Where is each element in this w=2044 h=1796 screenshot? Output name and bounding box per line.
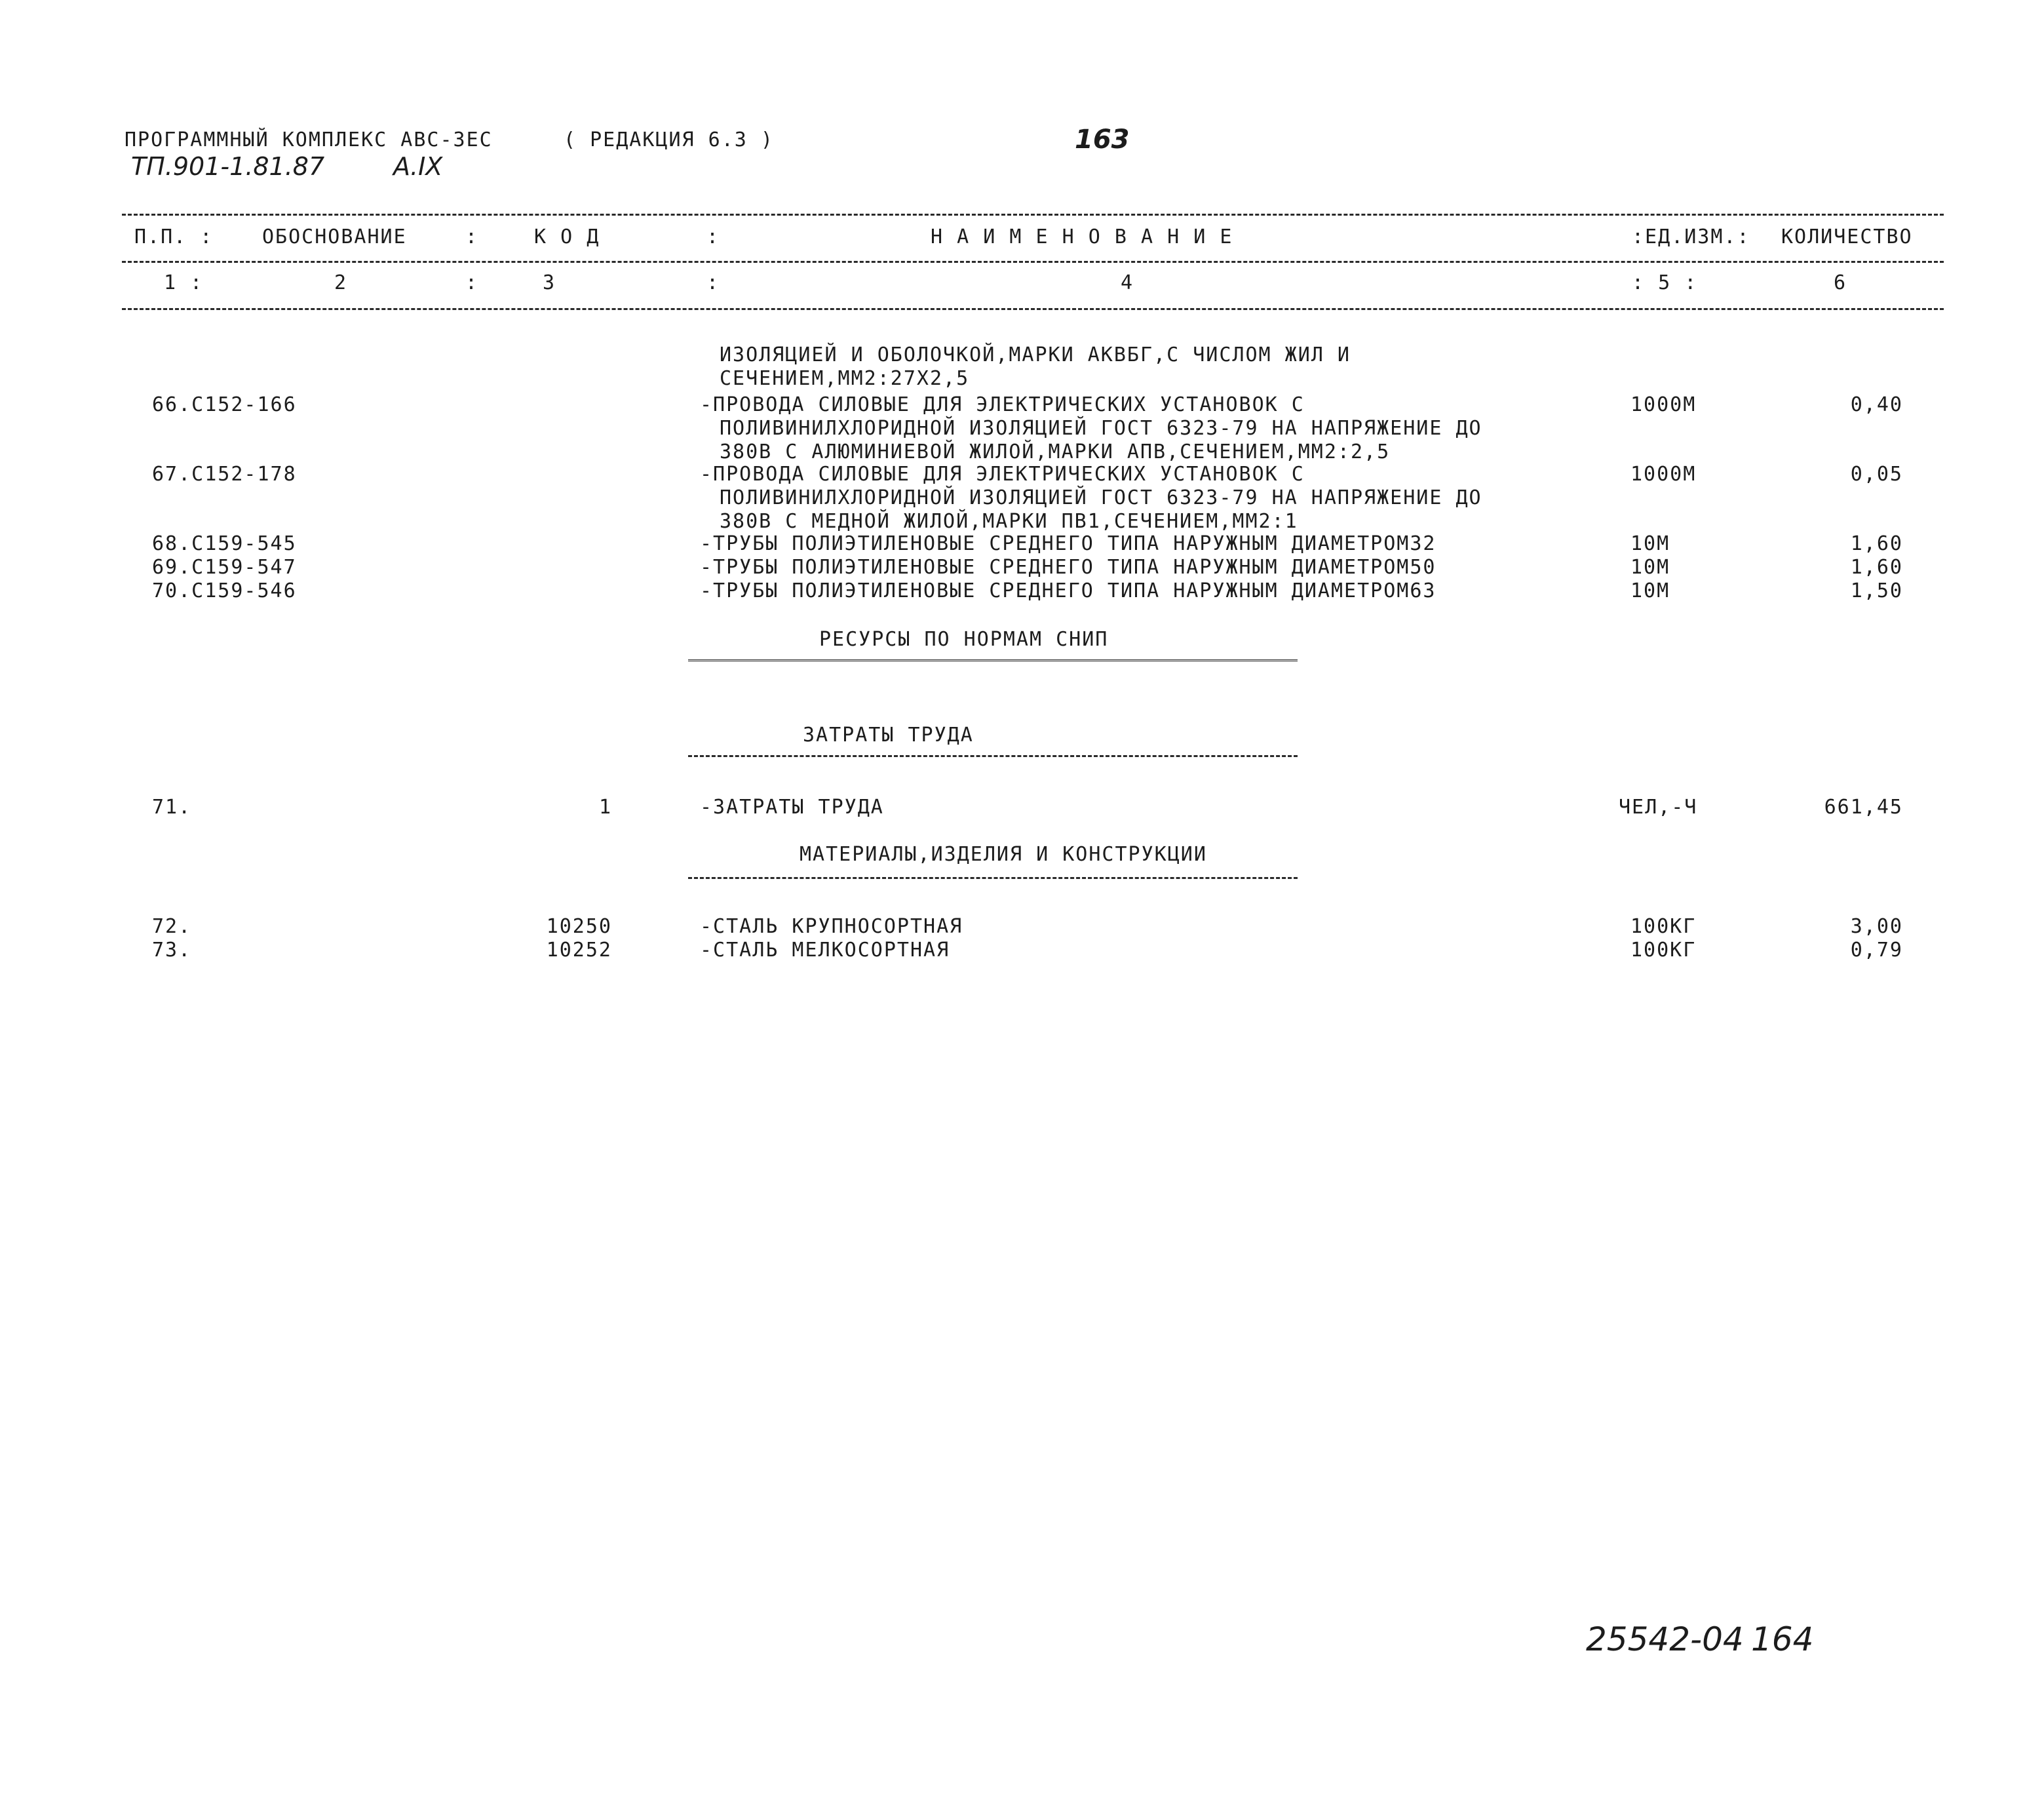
row-quantity: 0,05 <box>1850 463 1903 486</box>
col-num-sep: : <box>465 271 479 294</box>
sheet-number: 164 <box>1751 1620 1814 1658</box>
col-title-quantity: КОЛИЧЕСТВО <box>1781 225 1913 248</box>
row-number: 71. <box>152 796 192 819</box>
row-quantity: 0,79 <box>1850 939 1903 962</box>
row-unit: 1000М <box>1630 393 1697 416</box>
section-underline <box>688 755 1298 757</box>
row-number: 66.С152-166 <box>152 393 297 416</box>
col-title-unit: :ЕД.ИЗМ.: <box>1632 225 1750 248</box>
continuation-line: СЕЧЕНИЕМ,ММ2:27Х2,5 <box>720 367 970 390</box>
row-number: 68.С159-545 <box>152 532 297 555</box>
row-quantity: 1,50 <box>1850 579 1903 602</box>
row-name-line: ПОЛИВИНИЛХЛОРИДНОЙ ИЗОЛЯЦИЕЙ ГОСТ 6323-79 НА НАПРЯЖЕНИЕ ДО <box>720 417 1482 440</box>
section-title-resources: РЕСУРСЫ ПО НОРМАМ СНИП <box>819 628 1109 651</box>
row-name-line: ПОЛИВИНИЛХЛОРИДНОЙ ИЗОЛЯЦИЕЙ ГОСТ 6323-79 НА НАПРЯЖЕНИЕ ДО <box>720 486 1482 509</box>
archive-stamp-number: 25542-04 <box>1586 1620 1744 1658</box>
document-reference: ТП.901-1.81.87 <box>131 152 325 181</box>
row-name: -СТАЛЬ МЕЛКОСОРТНАЯ <box>700 939 950 962</box>
row-unit: 1000М <box>1630 463 1697 486</box>
row-name-line: 380В С АЛЮМИНИЕВОЙ ЖИЛОЙ,МАРКИ АПВ,СЕЧЕНИЕМ,ММ2:2,5 <box>720 440 1391 463</box>
section-underline <box>688 877 1298 879</box>
row-unit: 100КГ <box>1630 915 1697 938</box>
col-num-4: 4 <box>1121 271 1134 294</box>
row-name: -СТАЛЬ КРУПНОСОРТНАЯ <box>700 915 963 938</box>
row-code: 10250 <box>546 915 612 938</box>
row-number: 70.С159-546 <box>152 579 297 602</box>
row-name-line: 380В С МЕДНОЙ ЖИЛОЙ,МАРКИ ПВ1,СЕЧЕНИЕМ,ММ2:1 <box>720 510 1298 533</box>
col-title-sep: : <box>706 225 720 248</box>
row-unit: 10М <box>1630 556 1670 579</box>
row-name: -ЗАТРАТЫ ТРУДА <box>700 796 884 819</box>
row-number: 72. <box>152 915 192 938</box>
section-double-underline <box>688 659 1298 661</box>
col-num-1: 1 : <box>164 271 204 294</box>
col-num-6: 6 <box>1834 271 1847 294</box>
page-number: 163 <box>1075 125 1130 155</box>
row-number: 73. <box>152 939 192 962</box>
col-num-2: 2 <box>334 271 348 294</box>
header-middle-rule <box>122 261 1944 263</box>
row-name-line: -ПРОВОДА СИЛОВЫЕ ДЛЯ ЭЛЕКТРИЧЕСКИХ УСТАНОВОК С <box>700 463 1305 486</box>
program-name: ПРОГРАММНЫЙ КОМПЛЕКС АВС-3ЕС <box>125 128 493 151</box>
col-title-num: П.П. : <box>134 225 214 248</box>
col-title-code: К О Д <box>534 225 600 248</box>
row-unit: 100КГ <box>1630 939 1697 962</box>
row-name-line: -ТРУБЫ ПОЛИЭТИЛЕНОВЫЕ СРЕДНЕГО ТИПА НАРУЖНЫМ ДИАМЕТРОМ63 <box>700 579 1437 602</box>
row-quantity: 0,40 <box>1850 393 1903 416</box>
row-code: 10252 <box>546 939 612 962</box>
col-num-5: : 5 : <box>1632 271 1698 294</box>
album-reference: А.IX <box>393 152 443 181</box>
continuation-line: ИЗОЛЯЦИЕЙ И ОБОЛОЧКОЙ,МАРКИ АКВБГ,С ЧИСЛОМ ЖИЛ И <box>720 343 1351 366</box>
col-title-sep: : <box>465 225 479 248</box>
row-unit: 10М <box>1630 579 1670 602</box>
row-name-line: -ТРУБЫ ПОЛИЭТИЛЕНОВЫЕ СРЕДНЕГО ТИПА НАРУЖНЫМ ДИАМЕТРОМ50 <box>700 556 1437 579</box>
row-name-line: -ПРОВОДА СИЛОВЫЕ ДЛЯ ЭЛЕКТРИЧЕСКИХ УСТАНОВОК С <box>700 393 1305 416</box>
col-title-basis: ОБОСНОВАНИЕ <box>262 225 407 248</box>
section-title-materials: МАТЕРИАЛЫ,ИЗДЕЛИЯ И КОНСТРУКЦИИ <box>800 843 1207 866</box>
col-title-name: Н А И М Е Н О В А Н И Е <box>931 225 1233 248</box>
row-unit: 10М <box>1630 532 1670 555</box>
row-name-line: -ТРУБЫ ПОЛИЭТИЛЕНОВЫЕ СРЕДНЕГО ТИПА НАРУЖНЫМ ДИАМЕТРОМ32 <box>700 532 1437 555</box>
col-num-3: 3 <box>543 271 556 294</box>
row-number: 69.С159-547 <box>152 556 297 579</box>
header-top-rule <box>122 214 1944 216</box>
row-quantity: 3,00 <box>1850 915 1903 938</box>
col-num-sep: : <box>706 271 720 294</box>
section-title-labor: ЗАТРАТЫ ТРУДА <box>803 724 974 747</box>
row-quantity: 1,60 <box>1850 556 1903 579</box>
program-edition: ( РЕДАКЦИЯ 6.3 ) <box>564 128 774 151</box>
header-bottom-rule <box>122 308 1944 310</box>
row-quantity: 1,60 <box>1850 532 1903 555</box>
row-code: 1 <box>598 796 612 819</box>
row-unit: ЧЕЛ,-Ч <box>1619 796 1698 819</box>
row-quantity: 661,45 <box>1824 796 1903 819</box>
row-number: 67.С152-178 <box>152 463 297 486</box>
